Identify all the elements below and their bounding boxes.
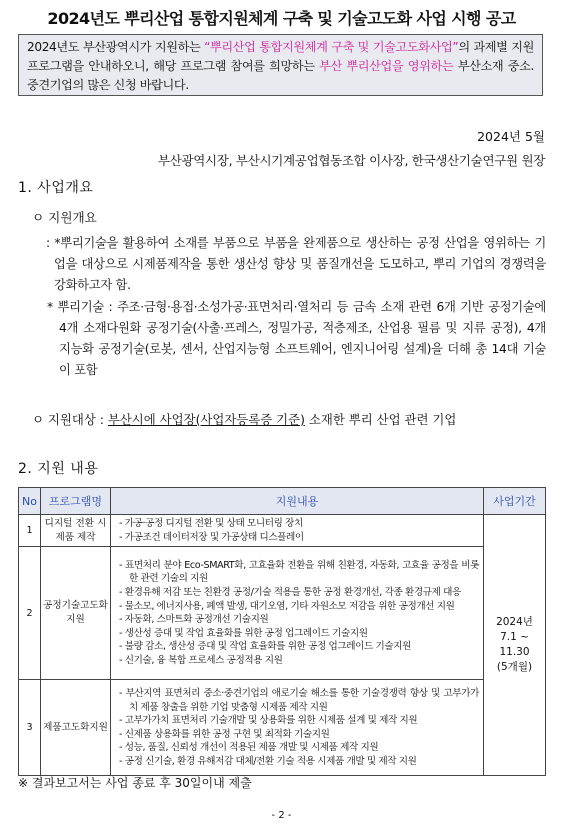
content-item: - 자동화, 스마트화 공정개선 기술지원 <box>119 614 269 626</box>
overview-text: : *뿌리기술을 활용하여 소재를 부품으로 부품을 완제품으로 생산하는 공정 산업을 영위하는 기업을 대상으로 시제품제작을 통한 생산성 향상 및 품질개선을 도모하고, 뿌리 기업의 경쟁력을 강화하고자 함. <box>46 236 546 292</box>
period-year: 2024년 <box>496 616 533 629</box>
support-target-underlined: 부산시에 사업장(사업자등록증 기준) <box>107 412 305 427</box>
support-target <box>32 410 456 428</box>
table-row <box>19 515 546 547</box>
support-table <box>18 487 546 776</box>
table-row <box>19 680 546 776</box>
section-heading-support: 2. 지원 내용 <box>18 461 99 477</box>
row-number: 2 <box>19 547 41 680</box>
table-row <box>19 547 546 680</box>
support-target-suffix: 소재한 뿌리 산업 관련 기업 <box>304 412 457 427</box>
support-content <box>111 515 484 547</box>
notice-text: 의 과제별 지원 프로그램을 안내하오니, 해당 프로그램 참여를 희망하는 <box>27 40 535 73</box>
header-period: 사업기간 <box>484 488 546 515</box>
page-number: - 2 - <box>271 810 292 821</box>
section-heading-overview: 1. 사업개요 <box>18 180 94 196</box>
content-item: - 불량 감소, 생산성 증대 및 작업 효율화를 위한 공정 업그레이드 기술지원 <box>119 641 412 653</box>
program-name: 공정기술고도화지원 <box>41 547 111 680</box>
content-item: - 신제품 상용화를 위한 공정 구현 및 최적화 기술지원 <box>119 728 330 740</box>
content-item: - 표면처리 분야 Eco-SMART화, 고효율화 전환을 위해 친환경, 자동화, 고효율 공정을 비롯한 관련 기술의 지원 <box>119 559 479 585</box>
row-number: 1 <box>19 515 41 547</box>
notice-text: 부산소재 중소. 중견기업의 많은 신청 바랍니다. <box>27 59 534 92</box>
announcement-date: 2024년 5월 <box>477 129 545 144</box>
content-item: - 물소모, 에너지사용, 폐액 발생, 대기오염, 기타 자원소모 저감을 위한 공정개선 지원 <box>119 600 455 612</box>
program-name: 디지털 전환 시제품 제작 <box>41 515 111 547</box>
report-footnote: ※ 결과보고서는 사업 종료 후 30일이내 제출 <box>18 776 252 790</box>
content-item: - 가공조건 데이터저장 및 가공상태 디스플레이 <box>119 531 304 543</box>
content-item: - 생산성 증대 및 작업 효율화를 위한 공정 업그레이드 기술지원 <box>119 627 368 639</box>
period-end: 11.30 <box>499 646 530 659</box>
content-item: - 부산지역 표면처리 중소·중견기업의 애로기술 해소를 통한 기술경쟁력 향상 및 고부가가치 제품 창출을 위한 기업 맞춤형 시제품 제작 지원 <box>119 687 479 713</box>
notice-text: 2024년도 부산광역시가 지원하는 <box>27 40 205 54</box>
table-header-row <box>19 488 546 515</box>
header-program: 프로그램명 <box>41 488 111 515</box>
header-content: 지원내용 <box>111 488 484 515</box>
program-name: 제품고도화지원 <box>41 680 111 776</box>
support-target-label: ㅇ 지원대상 : <box>32 412 108 427</box>
period-months: (5개월) <box>496 661 533 674</box>
row-number: 3 <box>19 680 41 776</box>
content-item: - 공정 신기술, 환경 유해저감 대체/전환 기술 적용 시제품 개발 및 제작 지원 <box>119 755 417 767</box>
content-item: - 성능, 품질, 신뢰성 개선이 적용된 제품 개발 및 시제품 제작 지원 <box>119 742 379 754</box>
root-technology-footnote: * 뿌리기술 : 주조·금형·용접·소성가공·표면처리·열처리 등 금속 소재 관련 6개 기반 공정기술에 4개 소재다원화 공정기술(사출·프레스, 정밀가공, 적층제조, 산업용 필름 및 지류 공정), 4개 지능화 공정기술(로봇, 센서, 산업지능형 소프트웨어, 엔지니어링 설계)을 더해 총 14대 기술이 포함 <box>47 300 546 377</box>
content-item: - 환경유해 저감 또는 친환경 공정/기술 적용을 통한 공정 환경개선, 각종 환경규제 대응 <box>119 587 461 598</box>
content-item: - 신기술, 융 복합 프로세스 공정적용 지원 <box>119 654 283 666</box>
notice-highlight-target: 부산 뿌리산업을 영위하는 <box>319 59 454 73</box>
notice-highlight-program: “뿌리산업 통합지원체계 구축 및 기술고도화사업” <box>204 40 459 54</box>
period-start: 7.1 ~ <box>500 631 529 644</box>
support-content <box>111 680 484 776</box>
overview-heading: ㅇ 지원개요 <box>32 210 97 225</box>
page-title: 2024년도 뿌리산업 통합지원체계 구축 및 기술고도화 사업 시행 공고 <box>47 9 516 28</box>
period-cell <box>484 515 546 776</box>
content-item: - 가공·공정 디지털 전환 및 상태 모니터링 장치 <box>119 518 303 529</box>
notice-box <box>18 34 543 96</box>
support-content <box>111 547 484 680</box>
content-item: - 고부가가치 표면처리 기술개발 및 상용화를 위한 시제품 설계 및 제작 지원 <box>119 715 418 727</box>
header-no: No <box>19 488 41 515</box>
issuing-organizations: 부산광역시장, 부산시기계공업협동조합 이사장, 한국생산기술연구원 원장 <box>157 153 545 168</box>
